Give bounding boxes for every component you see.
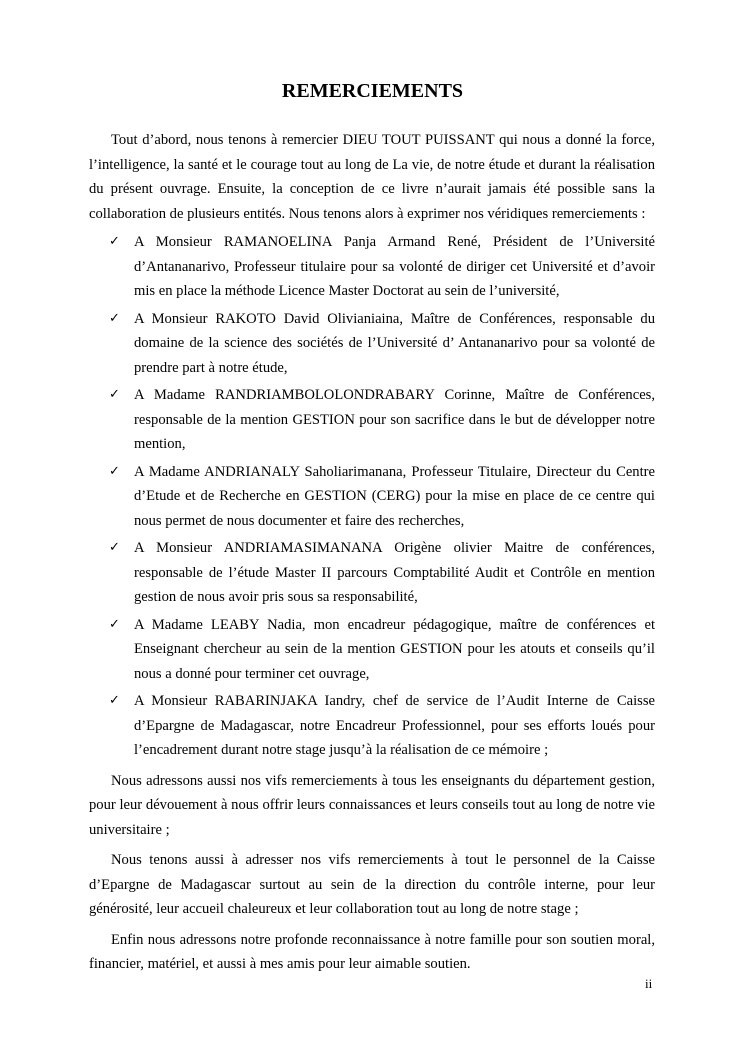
check-icon: ✓ [109,693,120,708]
list-item-text: A Madame RANDRIAMBOLOLONDRABARY Corinne, Maître de Conférences, responsable de la mention GESTION pour son sacrifice dans le but de développer notre mention, [134,387,655,452]
check-icon: ✓ [109,387,120,402]
document-body [89,128,655,977]
list-item [89,383,655,457]
list-item-text: A Monsieur RAMANOELINA Panja Armand René, Président de l’Université d’Antananarivo, Professeur titulaire pour sa volonté de diriger cet Université et d’avoir mis en place la méthode Licence Master Doctorat au sein de l’université, [134,234,655,299]
list-item [89,307,655,381]
list-item-text: A Monsieur ANDRIAMASIMANANA Origène olivier Maitre de conférences, responsable de l’étude Master II parcours Comptabilité Audit et Contrôle en mention gestion de nous avoir pris sous sa responsabilité, [134,540,655,605]
check-icon: ✓ [109,540,120,555]
list-item-text: A Monsieur RAKOTO David Olivianiaina, Maître de Conférences, responsable du domaine de la science des sociétés de l’Université d’ Antananarivo pour sa volonté de prendre part à notre étude, [134,310,655,376]
page-number: ii [645,976,653,991]
intro-paragraph: Tout d’abord, nous tenons à remercier DIEU TOUT PUISSANT qui nous a donné la force, l’intelligence, la santé et le courage tout au long de La vie, de notre étude et durant la réalisation du présent ouvrage. Ensuite, la conception de ce livre n’aurait jamais été possible sans la collaboration de plusieurs entités. Nous tenons alors à exprimer nos véridiques remerciements : [89,132,655,222]
list-item [89,230,655,304]
check-icon: ✓ [109,234,120,249]
acknowledgement-list [89,230,655,763]
staff-paragraph: Nous tenons aussi à adresser nos vifs remerciements à tout le personnel de la Caisse d’Epargne de Madagascar surtout au sein de la direction du contrôle interne, pour leur générosité, leur accueil chaleureux et leur collaboration tout au long de notre stage ; [89,852,655,917]
list-item-text: A Madame ANDRIANALY Saholiarimanana, Professeur Titulaire, Directeur du Centre d’Etude et de Recherche en GESTION (CERG) pour la mise en place de ce centre qui nous permet de nous documenter et faire des recherches, [134,463,655,529]
page-title: REMERCIEMENTS [281,80,464,102]
list-item [89,689,655,763]
list-item [89,613,655,687]
check-icon: ✓ [109,463,120,479]
check-icon: ✓ [109,616,120,632]
check-icon: ✓ [109,310,120,326]
list-item [89,460,655,534]
list-item [89,536,655,610]
list-item-text: A Monsieur RABARINJAKA Iandry, chef de service de l’Audit Interne de Caisse d’Epargne de Madagascar, notre Encadreur Professionnel, pour ses efforts loués pour l’encadrement durant notre stage jusqu’à la réalisation de ce mémoire ; [134,693,655,758]
teachers-paragraph: Nous adressons aussi nos vifs remerciements à tous les enseignants du département gestion, pour leur dévouement à nous offrir leurs connaissances et leurs conseils tout au long de notre vie universitaire ; [89,772,655,838]
list-item-text: A Madame LEABY Nadia, mon encadreur pédagogique, maître de conférences et Enseignant chercheur au sein de la mention GESTION pour les atouts et conseils qu’il nous a donné pour terminer cet ouvrage, [134,616,655,682]
family-paragraph: Enfin nous adressons notre profonde reconnaissance à notre famille pour son soutien moral, financier, matériel, et aussi à mes amis pour leur aimable soutien. [89,931,655,972]
